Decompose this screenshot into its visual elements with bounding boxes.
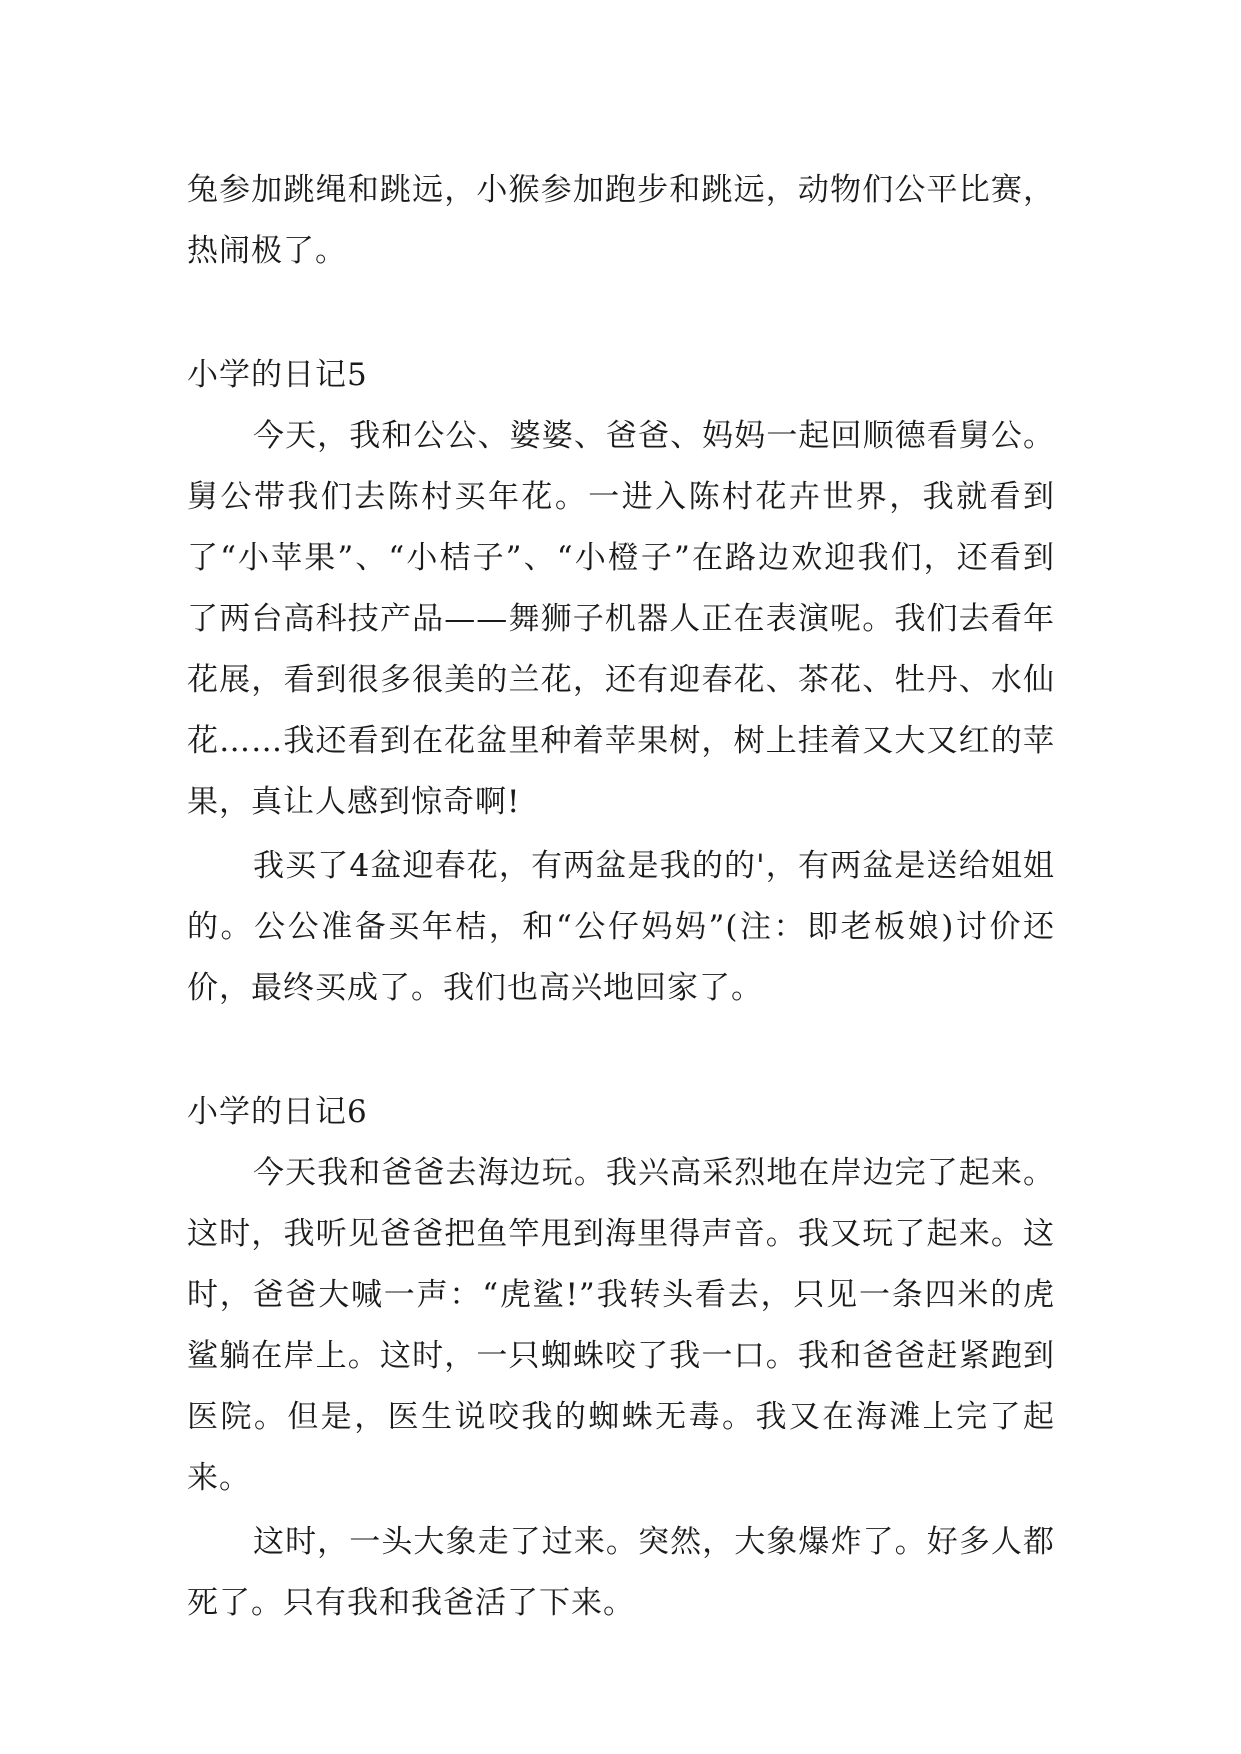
section-paragraph: 今天我和爸爸去海边玩。我兴高采烈地在岸边完了起来。这时，我听见爸爸把鱼竿甩到海里得声音。我又玩了起来。这时，爸爸大喊一声：“虎鲨!”我转头看去，只见一条四米的虎鲨躺在岸上。这时，一只蜘蛛咬了我一口。我和爸爸赶紧跑到医院。但是，医生说咬我的蜘蛛无毒。我又在海滩上完了起来。 [187, 1155, 1055, 1496]
section-title: 小学的日记6 [187, 1094, 368, 1130]
section-paragraph: 这时，一头大象走了过来。突然，大象爆炸了。好多人都死了。只有我和我爸活了下来。 [187, 1524, 1055, 1621]
document-body [187, 160, 1055, 1634]
section-paragraph: 今天，我和公公、婆婆、爸爸、妈妈一起回顺德看舅公。舅公带我们去陈村买年花。一进入陈村花卉世界，我就看到了“小苹果”、“小桔子”、“小橙子”在路边欢迎我们，还看到了两台高科技产品——舞狮子机器人正在表演呢。我们去看年花展，看到很多很美的兰花，还有迎春花、茶花、牡丹、水仙花……我还看到在花盆里种着苹果树，树上挂着又大又红的苹果，真让人感到惊奇啊! [187, 418, 1055, 820]
intro-paragraph: 兔参加跳绳和跳远，小猴参加跑步和跳远，动物们公平比赛，热闹极了。 [187, 172, 1055, 269]
section-title: 小学的日记5 [187, 357, 368, 393]
section-paragraph: 我买了4盆迎春花，有两盆是我的的'，有两盆是送给姐姐的。公公准备买年桔，和“公仔妈妈”(注：即老板娘)讨价还价，最终买成了。我们也高兴地回家了。 [187, 848, 1055, 1006]
